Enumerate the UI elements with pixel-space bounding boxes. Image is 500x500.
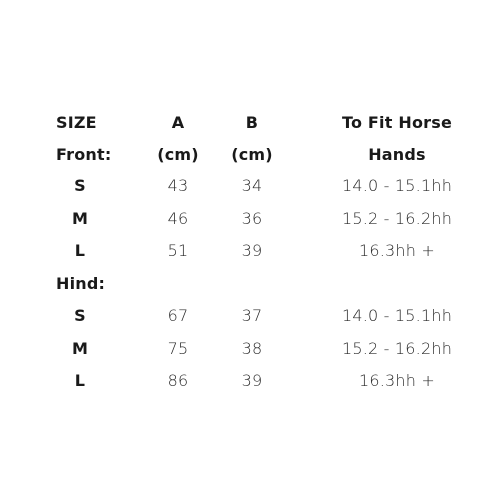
group-label-front: Front: [56, 145, 112, 164]
value-b: 39 [241, 241, 263, 260]
table-row [0, 368, 500, 394]
unit-a: (cm) [157, 145, 199, 164]
header-a: A [171, 113, 185, 132]
header-fit-line2: Hands [368, 145, 426, 164]
size-label: M [71, 339, 89, 358]
value-b: 36 [241, 209, 263, 228]
value-a: 51 [167, 241, 189, 260]
value-a: 46 [167, 209, 189, 228]
header-row [0, 110, 500, 136]
header-fit-line1: To Fit Horse [341, 113, 453, 132]
value-fit: 14.0 - 15.1hh [341, 306, 453, 325]
subheader-row [0, 142, 500, 168]
value-a: 43 [167, 176, 189, 195]
value-fit: 15.2 - 16.2hh [341, 209, 453, 228]
group-row-hind [0, 271, 500, 297]
group-label-hind: Hind: [56, 274, 106, 293]
size-label: S [74, 176, 86, 195]
value-fit: 15.2 - 16.2hh [341, 339, 453, 358]
size-label: L [74, 371, 86, 390]
value-a: 86 [167, 371, 189, 390]
value-b: 39 [241, 371, 263, 390]
value-fit: 14.0 - 15.1hh [341, 176, 453, 195]
value-a: 67 [167, 306, 189, 325]
value-fit: 16.3hh + [359, 371, 435, 390]
table-row [0, 206, 500, 232]
value-b: 34 [241, 176, 263, 195]
value-b: 37 [241, 306, 263, 325]
table-row [0, 303, 500, 329]
size-label: M [71, 209, 89, 228]
value-a: 75 [167, 339, 189, 358]
table-row [0, 336, 500, 362]
size-label: L [74, 241, 86, 260]
table-row [0, 238, 500, 264]
table-row [0, 173, 500, 199]
unit-b: (cm) [231, 145, 273, 164]
value-fit: 16.3hh + [359, 241, 435, 260]
header-b: B [245, 113, 259, 132]
size-label: S [74, 306, 86, 325]
header-size: SIZE [56, 113, 97, 132]
value-b: 38 [241, 339, 263, 358]
